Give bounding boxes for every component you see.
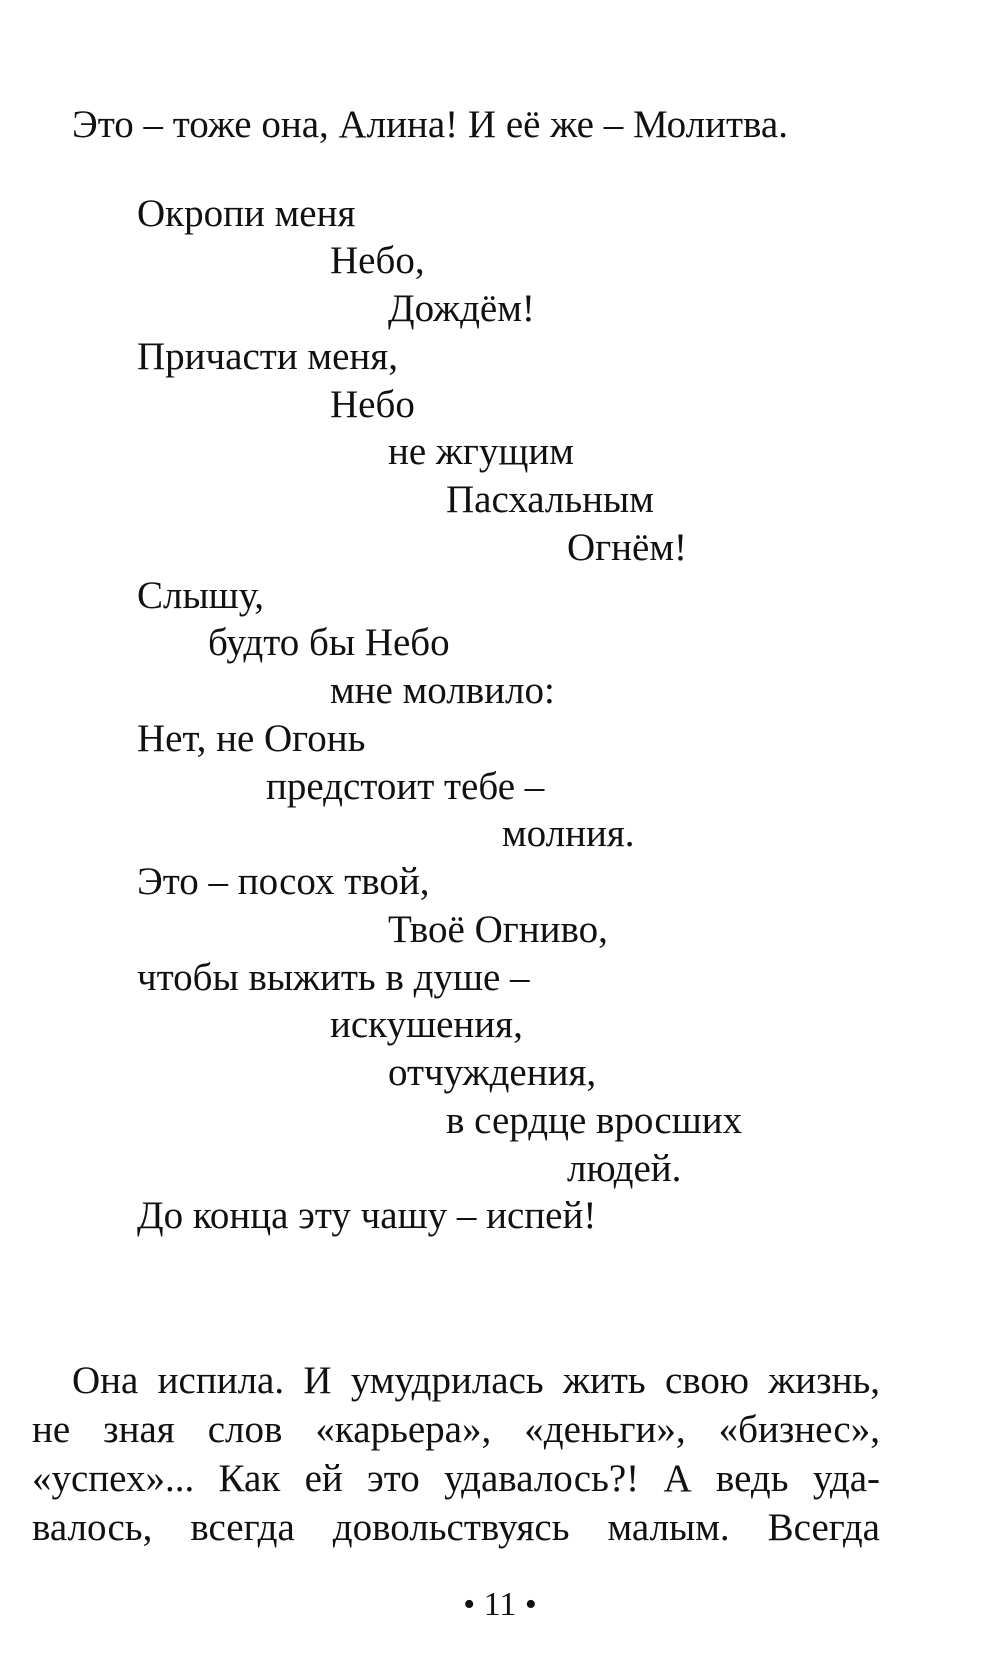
poem-line: Окропи меня	[137, 192, 356, 235]
poem-line: Небо,	[330, 239, 425, 282]
poem-line: будто бы Небо	[208, 621, 450, 664]
poem-line: отчуждения,	[388, 1051, 597, 1094]
poem-line: молния.	[502, 812, 635, 855]
poem-line: До конца эту чашу – испей!	[137, 1194, 597, 1237]
poem-line: Слышу,	[137, 574, 265, 617]
poem-line: Нет, не Огонь	[137, 717, 366, 760]
poem-line: мне молвило:	[330, 669, 555, 712]
poem-line: Твоё Огниво,	[388, 908, 608, 951]
poem-line: Огнём!	[567, 526, 688, 569]
poem-line: предстоит тебе –	[266, 765, 545, 808]
prose-line: Она испила. И умудрилась жить свою жизнь,	[72, 1359, 880, 1402]
poem-line: Пасхальным	[446, 478, 654, 521]
prose-line: «успех»... Как ей это удавалось?! А ведь уда-	[32, 1457, 880, 1500]
prose-line: не зная слов «карьера», «деньги», «бизнес»,	[32, 1408, 880, 1451]
poem-line: Причасти меня,	[137, 335, 398, 378]
prose-paragraph	[32, 1356, 880, 1552]
poem-line: искушения,	[330, 1003, 523, 1046]
poem-line: Это – посох твой,	[137, 860, 430, 903]
intro-line: Это – тоже она, Алина! И её же – Молитва.	[72, 103, 788, 146]
poem-line: Дождём!	[388, 287, 535, 330]
poem-line: не жгущим	[388, 430, 574, 473]
poem-line: чтобы выжить в душе –	[137, 956, 530, 999]
poem-line: в сердце вросших	[446, 1099, 743, 1142]
poem-line: людей.	[567, 1147, 682, 1190]
poem-line: Небо	[330, 383, 415, 426]
prose-line: валось, всегда довольствуясь малым. Всегда	[32, 1506, 880, 1549]
page-number: • 11 •	[463, 1586, 537, 1623]
